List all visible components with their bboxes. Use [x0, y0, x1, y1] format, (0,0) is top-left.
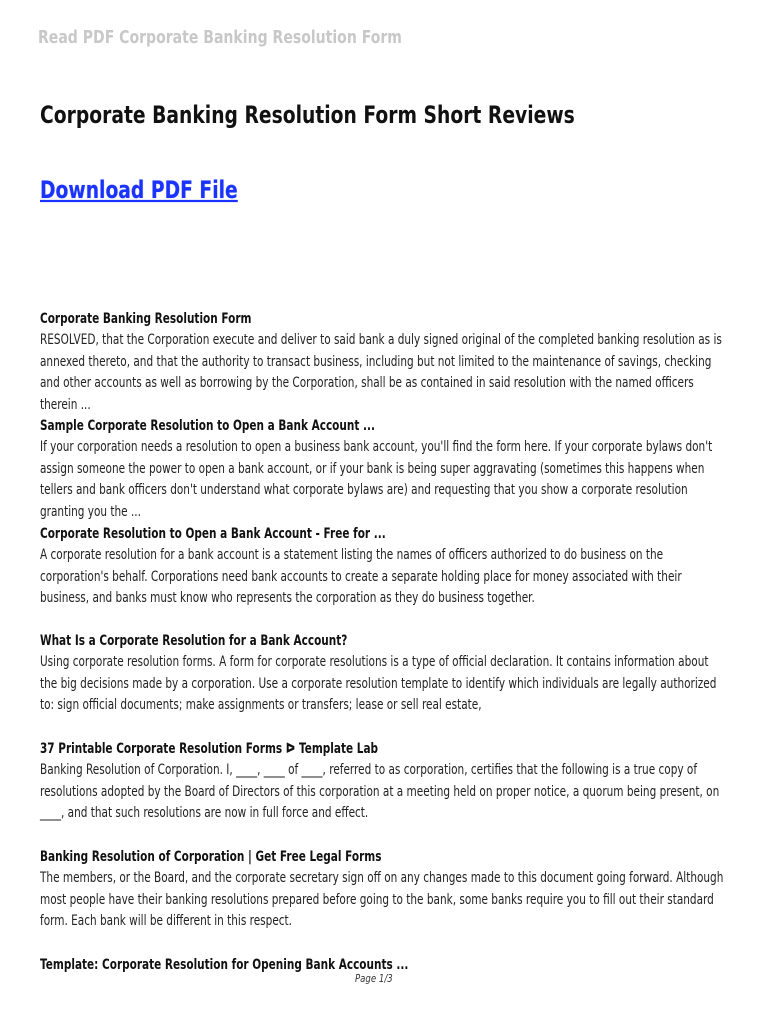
- section-body: Banking Resolution of Corporation. I, ____, ____ of ____, referred to as corporation, certifies that the following is a true copy of resolutions adopted by the Board of Directors of this corporation at a meeting held on proper notice, a quorum being present, on ____, and that such resolutions are now in full force and effect.: [40, 762, 720, 821]
- section-heading[interactable]: Banking Resolution of Corporation | Get Free Legal Forms: [40, 849, 382, 865]
- section-heading[interactable]: Template: Corporate Resolution for Opening Bank Accounts ...: [40, 957, 409, 973]
- page-header: Read PDF Corporate Banking Resolution Form: [38, 27, 402, 48]
- section-heading[interactable]: Corporate Resolution to Open a Bank Account - Free for ...: [40, 526, 386, 542]
- section-heading[interactable]: 37 Printable Corporate Resolution Forms ᐅ Template Lab: [40, 741, 379, 757]
- download-pdf-link[interactable]: Download PDF File: [40, 176, 238, 204]
- section-heading[interactable]: What Is a Corporate Resolution for a Bank Account?: [40, 633, 348, 649]
- section-body: The members, or the Board, and the corporate secretary sign off on any changes made to this document going forward. Although most people have their banking resolutions prepared before going to the bank, some banks require you to fill out their standard form. Each bank will be different in this respect.: [40, 870, 724, 929]
- section-body: If your corporation needs a resolution to open a business bank account, you'll find the form here. If your corporate bylaws don't assign someone the power to open a bank account, or if your bank is being super aggravating (sometimes this happens when tellers and bank officers don't understand what corporate bylaws are) and requesting that you show a corporate resolution granting you the ...: [40, 439, 713, 520]
- section-body: A corporate resolution for a bank account is a statement listing the names of officers authorized to do business on the corporation's behalf. Corporations need bank accounts to create a separate holding place for money associated with their business, and banks must know who represents the corporation as they do business together.: [40, 547, 682, 606]
- page-title: Corporate Banking Resolution Form Short Reviews: [40, 101, 575, 129]
- section-body: Using corporate resolution forms. A form for corporate resolutions is a type of official declaration. It contains information about the big decisions made by a corporation. Use a corporate resolution template to identify which individuals are legally authorized to: sign official documents; make assignments or transfers; lease or sell real estate,: [40, 654, 717, 713]
- section-heading[interactable]: Sample Corporate Resolution to Open a Bank Account ...: [40, 418, 375, 434]
- review-section-3: [40, 524, 724, 610]
- section-heading[interactable]: Corporate Banking Resolution Form: [40, 311, 252, 327]
- review-section-5: [40, 739, 724, 825]
- review-section-4: [40, 631, 724, 717]
- review-section-1: [40, 309, 724, 416]
- page-number: Page 1/3: [355, 972, 393, 985]
- review-section-2: [40, 416, 724, 523]
- section-body: RESOLVED, that the Corporation execute and deliver to said bank a duly signed original of the completed banking resolution as is annexed thereto, and that the authority to transact business, including but not limited to the maintenance of savings, checking and other accounts as well as borrowing by the Corporation, shall be as contained in said resolution with the named officers therein ...: [40, 332, 722, 413]
- review-section-6: [40, 847, 724, 933]
